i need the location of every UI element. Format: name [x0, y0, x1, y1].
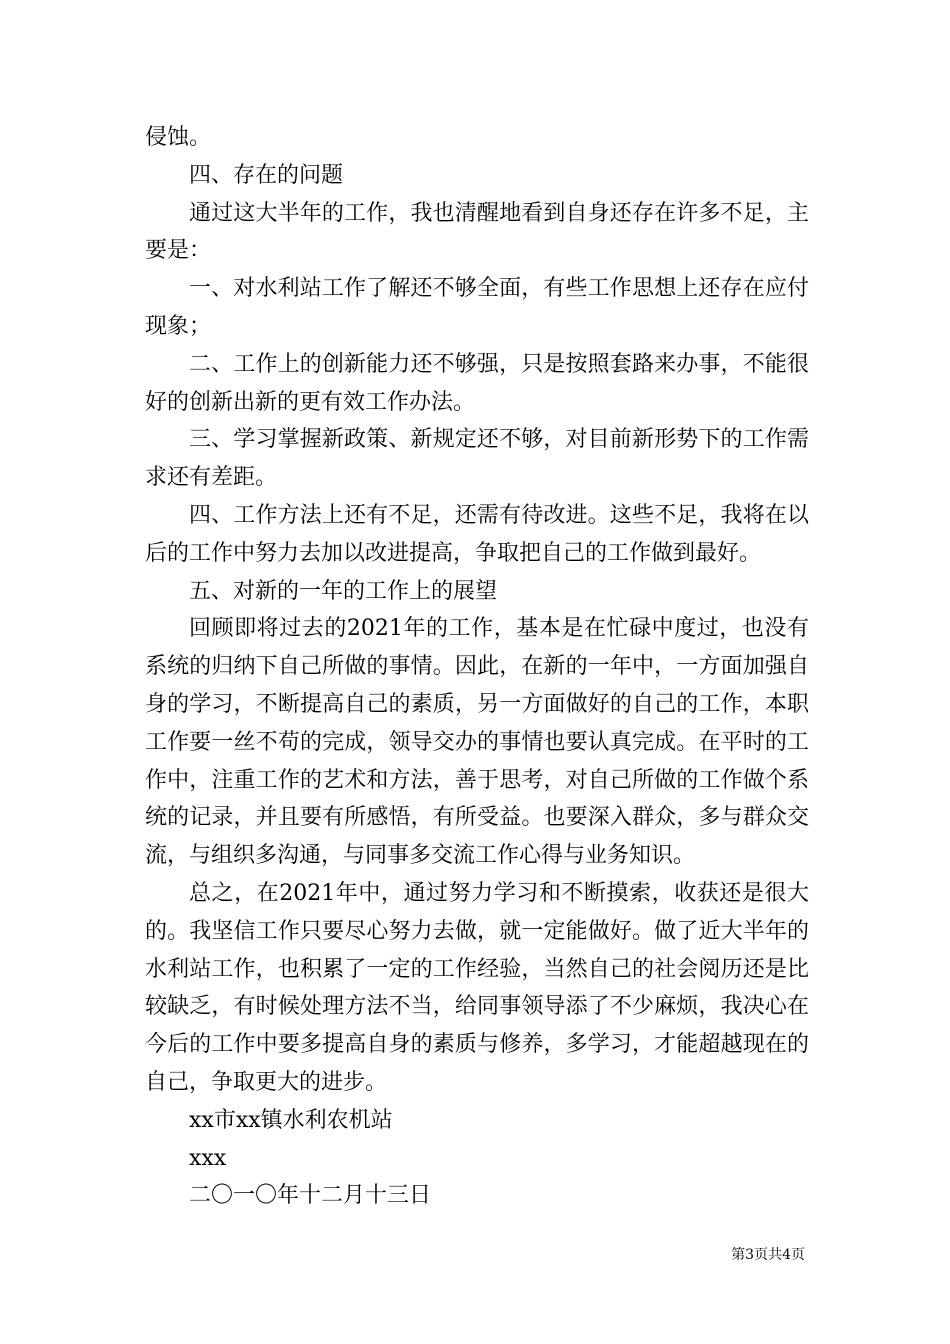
problem-item-2: 二、工作上的创新能力还不够强，只是按照套路来办事，不能很好的创新出新的更有效工作办法。 [145, 351, 809, 415]
paragraph-problems-intro: 通过这大半年的工作，我也清醒地看到自身还存在许多不足，主要是： [145, 200, 809, 264]
signature-name: xxx [189, 1145, 227, 1171]
page-number-footer: 第3页共4页 [731, 1247, 805, 1263]
section-heading-problems: 四、存在的问题 [189, 162, 344, 188]
signature-date: 二〇一〇年十二月十三日 [189, 1183, 432, 1209]
section-heading-outlook: 五、对新的一年的工作上的展望 [189, 578, 498, 604]
problem-item-4: 四、工作方法上还有不足，还需有待改进。这些不足，我将在以后的工作中努力去加以改进提高，争取把自己的工作做到最好。 [145, 502, 809, 566]
problem-item-3: 三、学习掌握新政策、新规定还不够，对目前新形势下的工作需求还有差距。 [145, 427, 809, 491]
paragraph-continuation: 侵蚀。 [145, 125, 212, 150]
paragraph-outlook: 回顾即将过去的2021年的工作，基本是在忙碌中度过，也没有系统的归纳下自己所做的事情。因此，在新的一年中，一方面加强自身的学习，不断提高自己的素质，另一方面做好的自己的工作，本职工作要一丝不苟的完成，领导交办的事情也要认真完成。在平时的工作中，注重工作的艺术和方法，善于思考，对自己所做的工作做个系统的记录，并且要有所感悟，有所受益。也要深入群众，多与群众交流，与组织多沟通，与同事多交流工作心得与业务知识。 [145, 616, 809, 869]
paragraph-conclusion: 总之，在2021年中，通过努力学习和不断摸索，收获还是很大的。我坚信工作只要尽心努力去做，就一定能做好。做了近大半年的水利站工作，也积累了一定的工作经验，当然自己的社会阅历还是比较缺乏，有时候处理方法不当，给同事领导添了不少麻烦，我决心在今后的工作中要多提高自身的素质与修养，多学习，才能超越现在的自己，争取更大的进步。 [145, 880, 809, 1095]
signature-organization: xx市xx镇水利农机站 [189, 1107, 393, 1133]
problem-item-1: 一、对水利站工作了解还不够全面，有些工作思想上还存在应付现象； [145, 276, 809, 339]
document-body [145, 119, 809, 1215]
